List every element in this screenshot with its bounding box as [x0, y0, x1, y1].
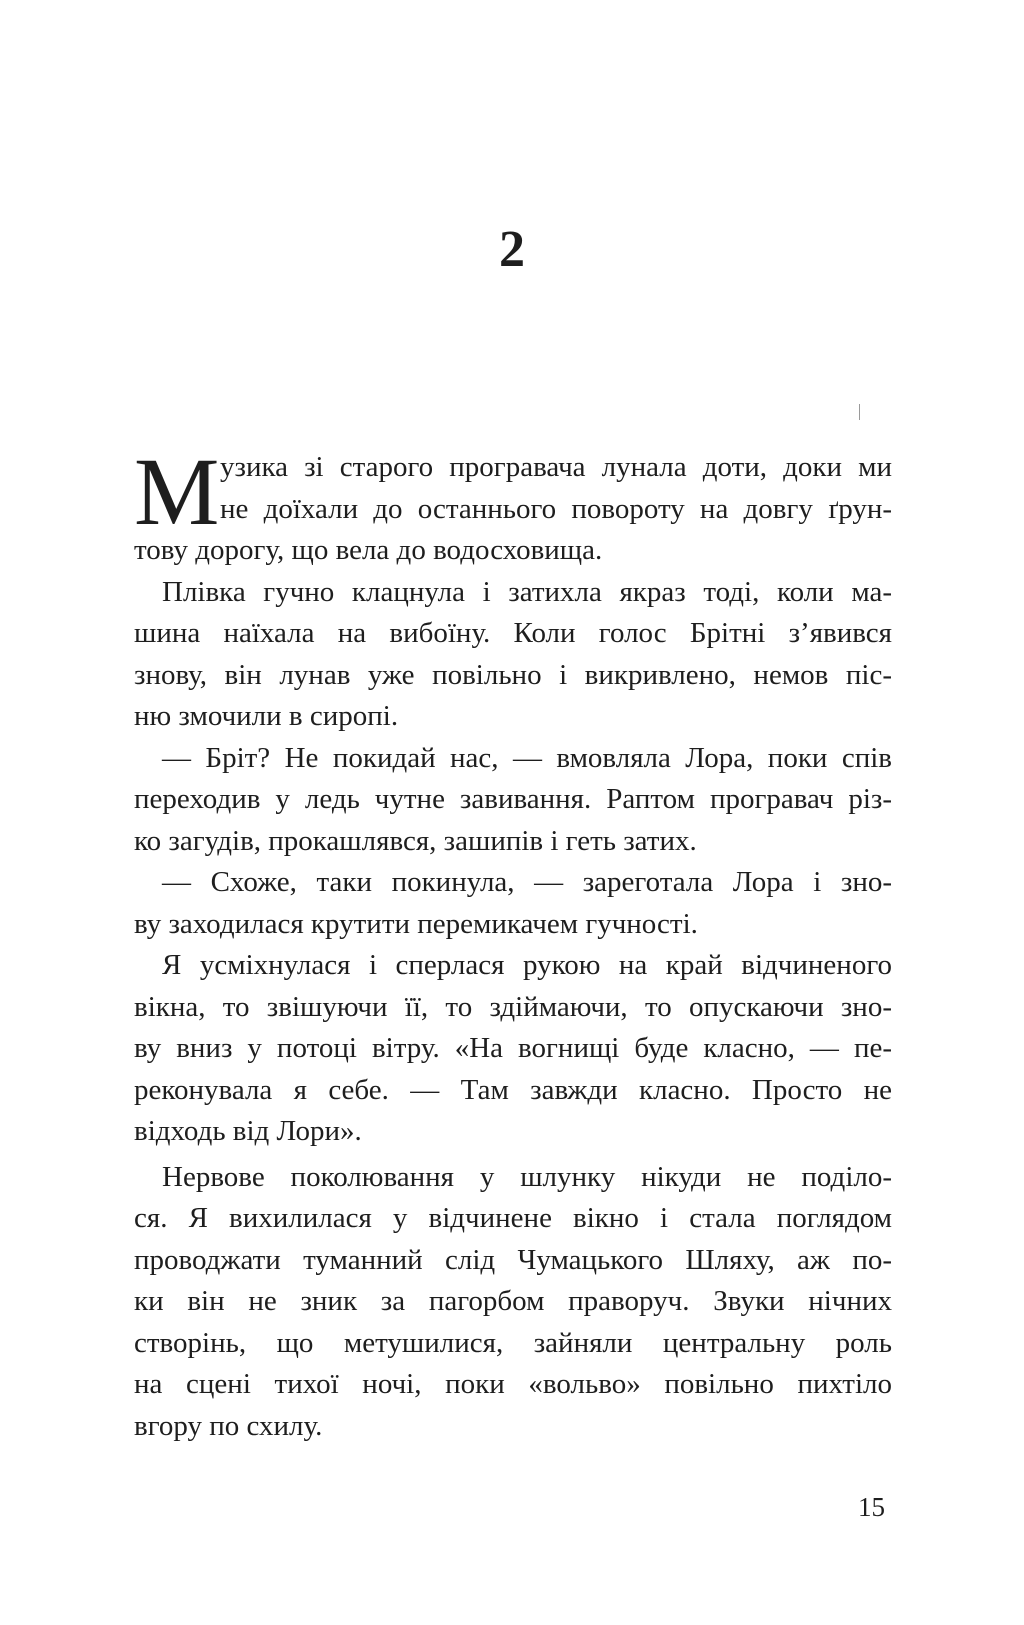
text-line: — Схоже, таки покинула, — зареготала Лора і зно- [162, 866, 892, 898]
text-line: Нервове поколювання у шлунку нікуди не поділо- [162, 1160, 892, 1193]
text-line: ву вниз у потоці вітру. «На вогнищі буде класно, — пе- [134, 1032, 892, 1064]
text-line: відходь від Лори». [134, 1115, 362, 1147]
text-line: ся. Я вихилилася у відчинене вікно і стала поглядом [134, 1202, 892, 1234]
text-line: узика зі старого програвача лунала доти, доки ми [220, 451, 892, 483]
text-line: вікна, то звішуючи її, то здіймаючи, то опускаючи зно- [134, 990, 892, 1023]
text-line: переходив у ледь чутне завивання. Раптом програвач різ- [134, 783, 892, 815]
text-line: — Бріт? Не покидай нас, — вмовляла Лора, поки спів [162, 741, 892, 774]
drop-cap: М [134, 438, 220, 545]
text-line: ву заходилася крутити перемикачем гучності. [134, 907, 698, 940]
chapter-number: 2 [499, 221, 525, 278]
page-number: 15 [858, 1492, 885, 1522]
text-line: ню змочили в сиропі. [134, 700, 399, 732]
text-line: Я усміхнулася і сперлася рукою на край відчиненого [162, 949, 892, 981]
text-line: тову дорогу, що вела до водосховища. [134, 534, 603, 566]
text-line: проводжати туманний слід Чумацького Шляху, аж по- [134, 1243, 892, 1276]
text-line: шина наїхала на вибоїну. Коли голос Брітні з’явився [134, 617, 892, 649]
text-line: не доїхали до останнього повороту на довгу ґрун- [220, 492, 892, 525]
text-line: вгору по схилу. [134, 1409, 323, 1442]
page-edge-mark [859, 404, 860, 420]
text-line: створінь, що метушилися, зайняли центральну роль [134, 1326, 892, 1359]
text-line: ко загудів, прокашлявся, зашипів і геть затих. [134, 824, 697, 857]
text-line: ки він не зник за пагорбом праворуч. Звуки нічних [134, 1285, 892, 1317]
chapter-text [134, 438, 892, 1447]
text-line: Плівка гучно клацнула і затихла якраз тоді, коли ма- [162, 575, 892, 608]
text-line: реконувала я себе. — Там завжди класно. Просто не [134, 1073, 892, 1106]
text-line: знову, він лунав уже повільно і викривлено, немов піс- [134, 658, 892, 691]
text-line: на сцені тихої ночі, поки «вольво» повільно пихтіло [134, 1368, 892, 1400]
